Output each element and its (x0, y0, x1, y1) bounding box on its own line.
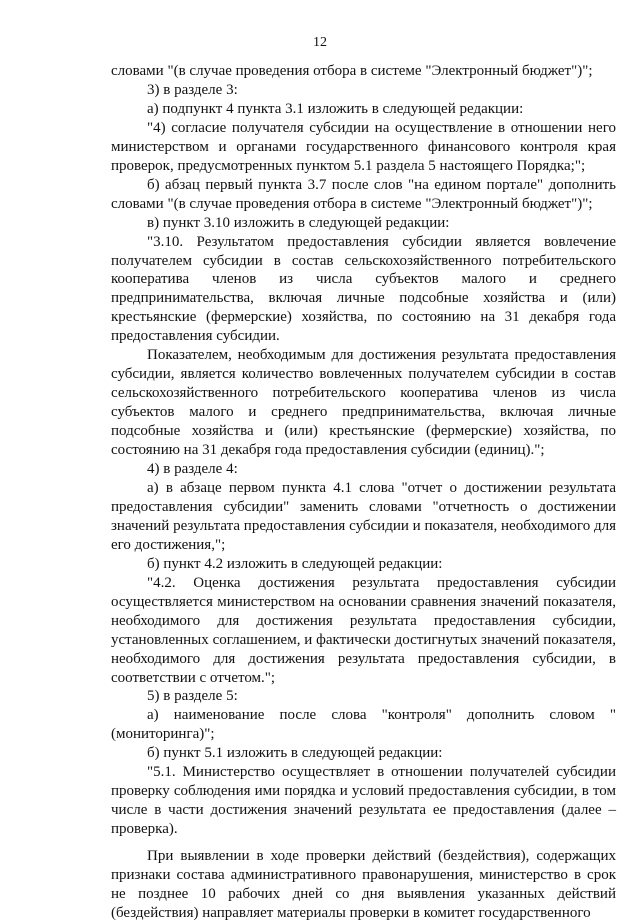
paragraph-indicator: Показателем, необходимым для достижения результата предоставления субсидии, является количество вовлеченных получателем субсидии в состав сельскохозяйственного потребительского кооператива членов из числа субъектов малого и среднего предпринимательства, включая личные подсобные хозяйства и (или) крестьянские (фермерские) хозяйства, по состоянию на 31 декабря года предоставления субсидии (единиц)."; (111, 347, 616, 459)
paragraph-section-5: 5) в разделе 5: (147, 688, 238, 705)
paragraph-item-v: в) пункт 3.10 изложить в следующей редакции: (147, 214, 450, 231)
paragraph-continuation: словами "(в случае проведения отбора в системе "Электронный бюджет")"; (111, 63, 593, 79)
paragraph-item-b-4-2: б) пункт 4.2 изложить в следующей редакции: (147, 555, 443, 572)
paragraph-item-a-4-1: а) в абзаце первом пункта 4.1 слова "отчет о достижении результата предоставления субсидии" заменить словами "отчетность о достижении значений результата предоставления субсидии и показателя, необходимого для его достижения,"; (111, 479, 616, 553)
paragraph-violation: При выявлении в ходе проверки действий (бездействия), содержащих признаки состава административного правонарушения, министерство в срок не позднее 10 рабочих дней со дня выявления указанных действий (бездействия) направляет материалы проверки в комитет государственного (111, 848, 616, 921)
paragraph-quote-3-10: "3.10. Результатом предоставления субсидии является вовлечение получателем субсидии в состав сельскохозяйственного потребительского кооператива членов из числа субъектов малого и среднего предпринимательства, включая личные подсобные хозяйства и (или) крестьянские (фермерские) хозяйства, по состоянию на 31 декабря года предоставления субсидии. (111, 233, 616, 345)
paragraph-quote-5-1: "5.1. Министерство осуществляет в отношении получателей субсидии проверку соблюдения ими порядка и условий предоставления субсидии, в том числе в части достижения значений результата ее предоставления (далее – проверка). (111, 764, 616, 838)
page-number: 12 (313, 35, 327, 50)
paragraph-quote-4-2: "4.2. Оценка достижения результата предоставления субсидии осуществляется министерством на основании сравнения значений показателя, необходимого для достижения результата предоставления субсидии, установленных соглашением, и фактически достигнутых значений показателя, необходимого для достижения результата предоставления субсидии, в соответствии с отчетом."; (111, 574, 616, 686)
paragraph-item-b-5-1: б) пункт 5.1 изложить в следующей редакции: (147, 745, 443, 762)
paragraph-section-3: 3) в разделе 3: (147, 81, 238, 98)
paragraph-item-a-5: а) наименование после слова "контроля" дополнить словом "(мониторинга)"; (111, 707, 616, 743)
paragraph-quote-4: "4) согласие получателя субсидии на осуществление в отношении него министерством и органами государственного финансового контроля края проверок, предусмотренных пунктом 5.1 раздела 5 настоящего Порядка;"; (111, 119, 616, 174)
document-body (111, 62, 616, 923)
paragraph-section-4: 4) в разделе 4: (147, 461, 238, 478)
paragraph-item-b: б) абзац первый пункта 3.7 после слов "на едином портале" дополнить словами "(в случае проведения отбора в системе "Электронный бюджет")"; (111, 176, 616, 212)
paragraph-item-a: а) подпункт 4 пункта 3.1 изложить в следующей редакции: (147, 100, 524, 117)
